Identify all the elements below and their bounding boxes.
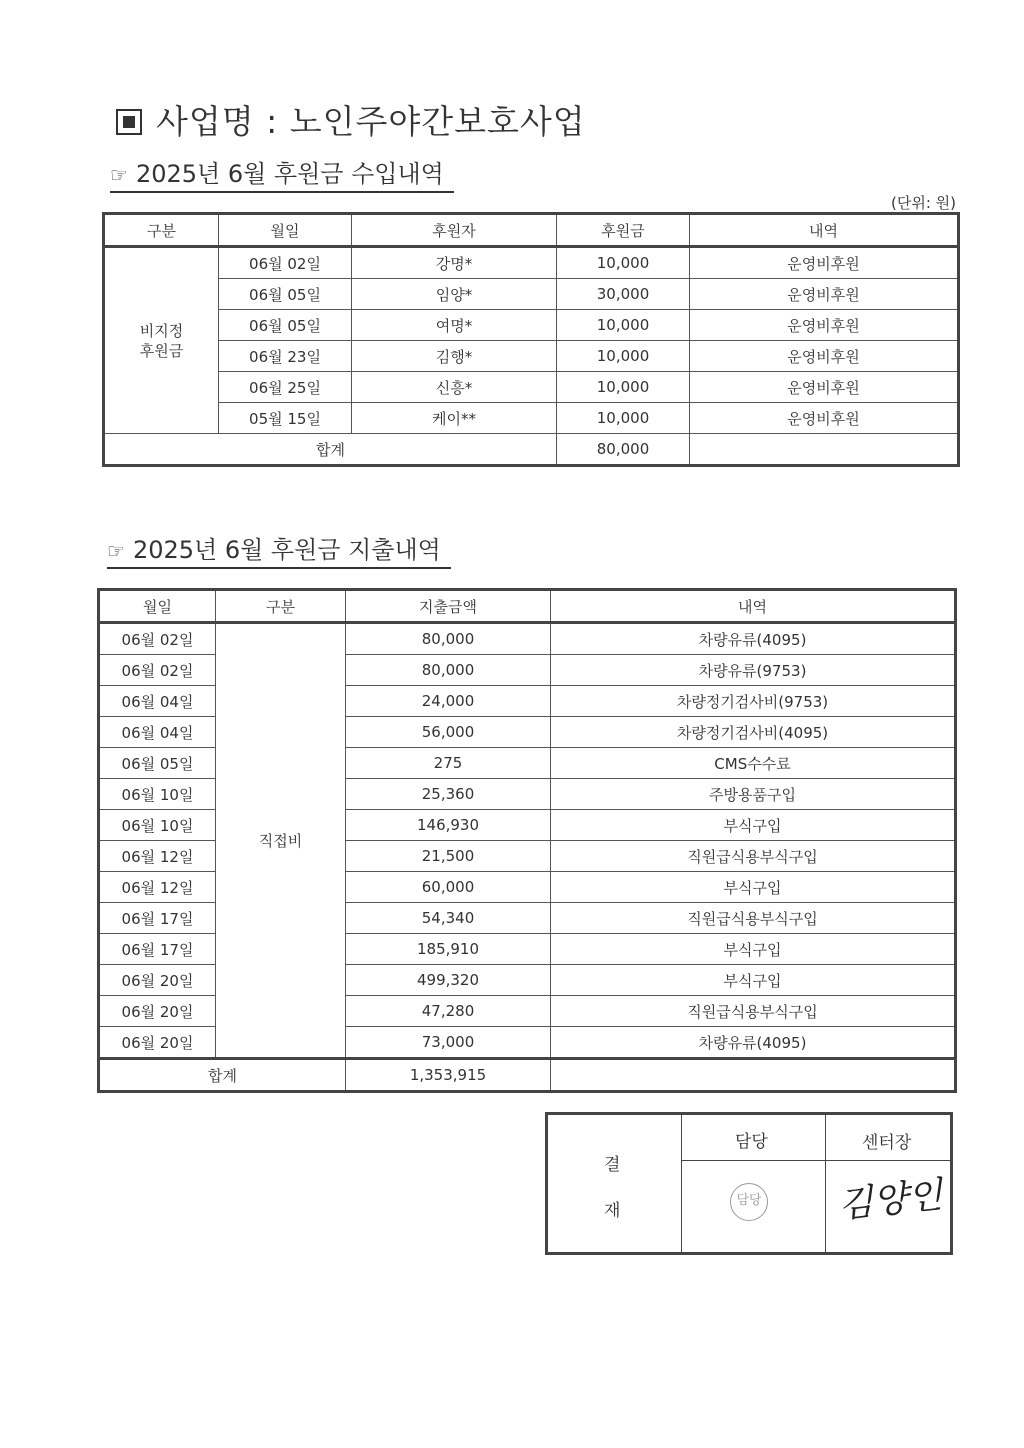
expense-section-heading	[107, 530, 451, 569]
income-section-heading	[110, 154, 454, 193]
income-header-cell: 월일	[219, 214, 352, 247]
income-date-cell: 05월 15일	[219, 403, 352, 434]
approval-col-staff: 담당	[735, 1132, 768, 1152]
expense-date-cell: 06월 05일	[99, 748, 216, 779]
page-title	[116, 96, 586, 143]
pointing-hand-icon: ☞	[110, 163, 128, 187]
income-total-desc	[690, 434, 959, 466]
expense-amount-cell: 54,340	[346, 903, 551, 934]
income-amount-cell: 10,000	[557, 403, 690, 434]
expense-date-cell: 06월 04일	[99, 717, 216, 748]
income-date-cell: 06월 02일	[219, 247, 352, 279]
seal-text: 담당	[736, 1193, 762, 1208]
income-date-cell: 06월 05일	[219, 310, 352, 341]
approval-label-bottom: 재	[604, 1201, 621, 1221]
expense-amount-cell: 80,000	[346, 623, 551, 655]
expense-desc-cell: 직원급식용부식구입	[551, 996, 956, 1027]
expense-amount-cell: 21,500	[346, 841, 551, 872]
expense-amount-cell: 73,000	[346, 1027, 551, 1059]
expense-date-cell: 06월 02일	[99, 623, 216, 655]
expense-header-cell: 월일	[99, 590, 216, 623]
expense-desc-cell: 부식구입	[551, 934, 956, 965]
income-donor-cell: 여명*	[352, 310, 557, 341]
unit-note: (단위: 원)	[891, 194, 956, 212]
income-donor-cell: 강명*	[352, 247, 557, 279]
expense-desc-cell: 차량정기검사비(4095)	[551, 717, 956, 748]
income-header-cell: 후원자	[352, 214, 557, 247]
income-row	[104, 247, 959, 279]
expense-amount-cell: 25,360	[346, 779, 551, 810]
income-amount-cell: 10,000	[557, 372, 690, 403]
expense-header-cell: 내역	[551, 590, 956, 623]
income-desc-cell: 운영비후원	[690, 310, 959, 341]
income-desc-cell: 운영비후원	[690, 403, 959, 434]
income-header-row	[104, 214, 959, 247]
expense-amount-cell: 60,000	[346, 872, 551, 903]
income-table	[102, 212, 960, 467]
expense-desc-cell: 직원급식용부식구입	[551, 903, 956, 934]
income-date-cell: 06월 25일	[219, 372, 352, 403]
expense-desc-cell: 차량유류(9753)	[551, 655, 956, 686]
expense-desc-cell: 부식구입	[551, 965, 956, 996]
expense-header-cell: 지출금액	[346, 590, 551, 623]
income-donor-cell: 케이**	[352, 403, 557, 434]
income-date-cell: 06월 23일	[219, 341, 352, 372]
income-row	[104, 341, 959, 372]
expense-amount-cell: 56,000	[346, 717, 551, 748]
expense-date-cell: 06월 04일	[99, 686, 216, 717]
income-donor-cell: 김행*	[352, 341, 557, 372]
expense-date-cell: 06월 12일	[99, 872, 216, 903]
expense-total-row	[99, 1059, 956, 1092]
expense-desc-cell: 차량유류(4095)	[551, 1027, 956, 1059]
expense-desc-cell: 주방용품구입	[551, 779, 956, 810]
income-category-cell: 비지정 후원금	[104, 247, 219, 434]
income-desc-cell: 운영비후원	[690, 247, 959, 279]
expense-amount-cell: 185,910	[346, 934, 551, 965]
income-desc-cell: 운영비후원	[690, 372, 959, 403]
expense-date-cell: 06월 10일	[99, 779, 216, 810]
income-desc-cell: 운영비후원	[690, 341, 959, 372]
pointing-hand-icon: ☞	[107, 539, 125, 563]
staff-seal	[730, 1183, 768, 1221]
approval-label-top: 결	[604, 1155, 621, 1175]
income-amount-cell: 10,000	[557, 341, 690, 372]
expense-date-cell: 06월 20일	[99, 996, 216, 1027]
expense-category-cell: 직접비	[216, 623, 346, 1059]
expense-desc-cell: CMS수수료	[551, 748, 956, 779]
expense-amount-cell: 146,930	[346, 810, 551, 841]
expense-desc-cell: 부식구입	[551, 872, 956, 903]
income-donor-cell: 신흥*	[352, 372, 557, 403]
expense-desc-cell: 부식구입	[551, 810, 956, 841]
income-amount-cell: 10,000	[557, 247, 690, 279]
income-header-cell: 내역	[690, 214, 959, 247]
page-title-text: 사업명 : 노인주야간보호사업	[156, 102, 586, 141]
expense-date-cell: 06월 20일	[99, 965, 216, 996]
expense-table	[97, 588, 957, 1093]
income-amount-cell: 30,000	[557, 279, 690, 310]
income-row	[104, 403, 959, 434]
expense-desc-cell: 차량정기검사비(9753)	[551, 686, 956, 717]
expense-total-label: 합계	[99, 1059, 346, 1092]
expense-desc-cell: 직원급식용부식구입	[551, 841, 956, 872]
income-total-label: 합계	[104, 434, 557, 466]
income-row	[104, 372, 959, 403]
expense-amount-cell: 47,280	[346, 996, 551, 1027]
expense-header-cell: 구분	[216, 590, 346, 623]
income-amount-cell: 10,000	[557, 310, 690, 341]
expense-date-cell: 06월 10일	[99, 810, 216, 841]
expense-total-amount: 1,353,915	[346, 1059, 551, 1092]
income-section-title: 2025년 6월 후원금 수입내역	[135, 160, 444, 188]
expense-date-cell: 06월 20일	[99, 1027, 216, 1059]
income-total-row	[104, 434, 959, 466]
income-total-amount: 80,000	[557, 434, 690, 466]
expense-date-cell: 06월 17일	[99, 934, 216, 965]
income-row	[104, 279, 959, 310]
expense-amount-cell: 499,320	[346, 965, 551, 996]
expense-date-cell: 06월 12일	[99, 841, 216, 872]
income-header-cell: 후원금	[557, 214, 690, 247]
expense-desc-cell: 차량유류(4095)	[551, 623, 956, 655]
expense-date-cell: 06월 17일	[99, 903, 216, 934]
income-donor-cell: 임양*	[352, 279, 557, 310]
expense-amount-cell: 24,000	[346, 686, 551, 717]
expense-amount-cell: 275	[346, 748, 551, 779]
square-bullet-icon	[116, 109, 142, 135]
expense-date-cell: 06월 02일	[99, 655, 216, 686]
income-desc-cell: 운영비후원	[690, 279, 959, 310]
approval-col-director: 센터장	[862, 1133, 912, 1153]
expense-amount-cell: 80,000	[346, 655, 551, 686]
expense-row	[99, 623, 956, 655]
income-header-cell: 구분	[104, 214, 219, 247]
expense-header-row	[99, 590, 956, 623]
expense-total-desc	[551, 1059, 956, 1092]
director-signature: 김양인	[836, 1174, 945, 1227]
income-row	[104, 310, 959, 341]
income-date-cell: 06월 05일	[219, 279, 352, 310]
expense-section-title: 2025년 6월 후원금 지출내역	[132, 536, 441, 564]
